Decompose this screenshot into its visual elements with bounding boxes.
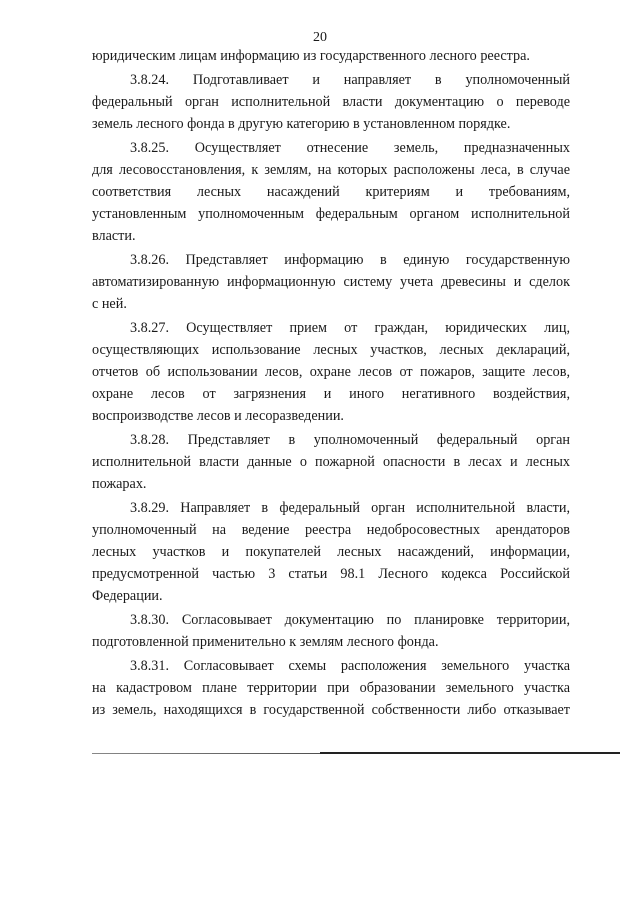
text-line: земель лесного фонда в другую категорию в установленном порядке. — [92, 116, 511, 132]
paragraph-3-8-25 — [92, 137, 570, 247]
text-line: подготовленной применительно к землям лесного фонда. — [92, 634, 439, 650]
paragraph-3-8-28 — [92, 429, 570, 495]
text-line: федеральный орган исполнительной власти документацию о переводе — [92, 94, 570, 110]
text-line: охране лесов от загрязнения и иного негативного воздействия, — [92, 386, 570, 402]
text-line: юридическим лицам информацию из государственного лесного реестра. — [92, 48, 530, 64]
paragraph-3-8-30 — [92, 609, 570, 653]
text-line: исполнительной власти данные о пожарной опасности в лесах и лесных — [92, 454, 570, 470]
text-line: соответствия лесных насаждений критериям и требованиям, — [92, 184, 570, 200]
page-number: 20 — [313, 30, 327, 45]
paragraph-3-8-31 — [92, 655, 570, 721]
paragraph-3-8-29 — [92, 497, 570, 607]
text-line: 3.8.27. Осуществляет прием от граждан, юридических лиц, — [130, 320, 570, 336]
text-line: 3.8.29. Направляет в федеральный орган исполнительной власти, — [130, 500, 570, 516]
text-line: 3.8.25. Осуществляет отнесение земель, предназначенных — [130, 140, 570, 156]
text-line: лесных участков и покупателей лесных насаждений, информации, — [92, 544, 570, 560]
text-line: пожарах. — [92, 476, 147, 492]
text-line: уполномоченный на ведение реестра недобросовестных арендаторов — [92, 522, 570, 538]
text-line: 3.8.28. Представляет в уполномоченный федеральный орган — [130, 432, 570, 448]
paragraph-continuation — [92, 45, 570, 67]
text-line: предусмотренной частью 3 статьи 98.1 Лесного кодекса Российской — [92, 566, 570, 582]
paragraph-3-8-27 — [92, 317, 570, 427]
text-line: 3.8.30. Согласовывает документацию по планировке территории, — [130, 612, 570, 628]
page-bottom-rule-bold — [320, 752, 620, 754]
text-line: с ней. — [92, 296, 127, 312]
document-body — [92, 45, 570, 723]
text-line: 3.8.31. Согласовывает схемы расположения земельного участка — [130, 658, 570, 674]
paragraph-3-8-26 — [92, 249, 570, 315]
text-line: отчетов об использовании лесов, охране лесов от пожаров, защите лесов, — [92, 364, 570, 380]
text-line: 3.8.26. Представляет информацию в единую государственную — [130, 252, 570, 268]
text-line: власти. — [92, 228, 136, 244]
text-line: Федерации. — [92, 588, 163, 604]
text-line: 3.8.24. Подготавливает и направляет в уполномоченный — [130, 72, 570, 88]
text-line: на кадастровом плане территории при образовании земельного участка — [92, 680, 570, 696]
text-line: воспроизводстве лесов и лесоразведении. — [92, 408, 344, 424]
text-line: установленным уполномоченным федеральным органом исполнительной — [92, 206, 570, 222]
text-line: автоматизированную информационную систему учета древесины и сделок — [92, 274, 570, 290]
paragraph-3-8-24 — [92, 69, 570, 135]
text-line: из земель, находящихся в государственной собственности либо отказывает — [92, 702, 570, 718]
text-line: осуществляющих использование лесных участков, лесных деклараций, — [92, 342, 570, 358]
text-line: для лесовосстановления, к землям, на которых расположены леса, в случае — [92, 162, 570, 178]
